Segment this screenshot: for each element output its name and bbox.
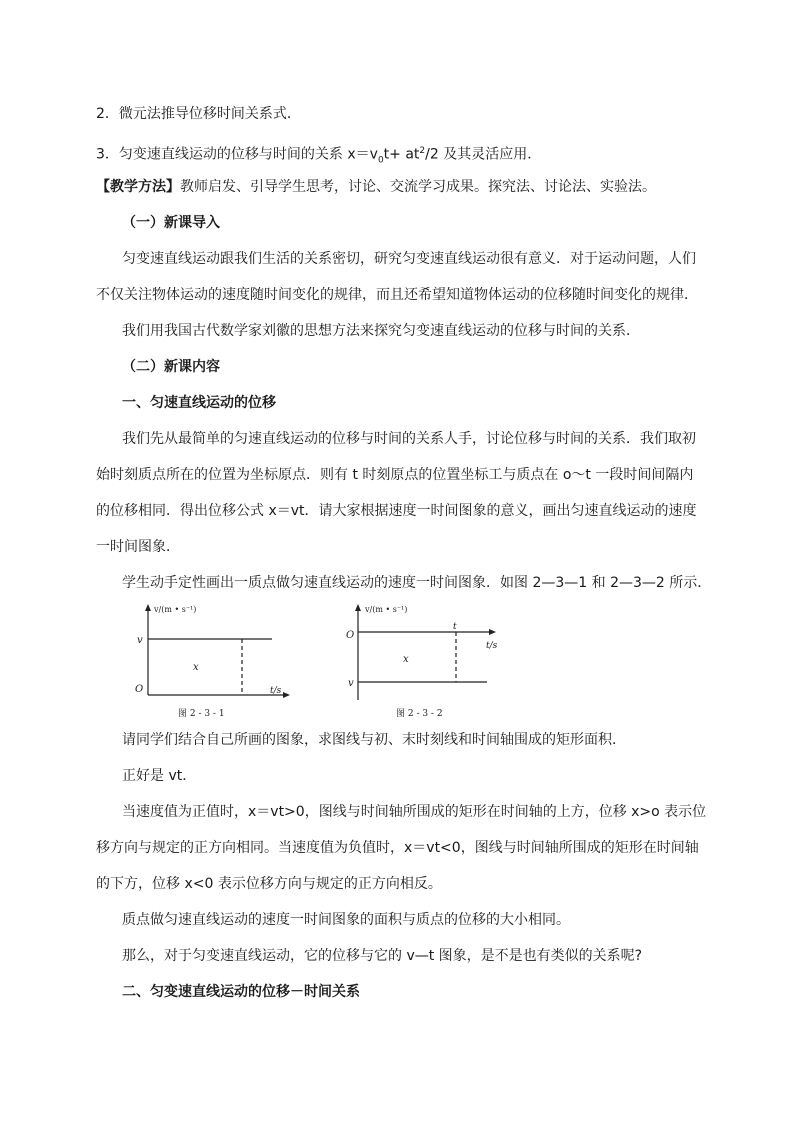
paragraph-1-line-2: 不仅关注物体运动的速度随时间变化的规律，而且还希望知道物体运动的位移随时间变化的规律． bbox=[96, 287, 698, 303]
subsection-title-2: 二、匀变速直线运动的位移－时间关系 bbox=[122, 984, 360, 1000]
list-item-3-sup: 2 bbox=[419, 146, 426, 156]
list-item-3-pre: 3．匀变速直线运动的位移与时间的关系 x＝v bbox=[96, 146, 378, 163]
list-item-3-sub: 0 bbox=[377, 155, 384, 166]
teaching-method bbox=[96, 177, 656, 197]
subsection-title-1: 一、匀速直线运动的位移 bbox=[122, 395, 276, 411]
paragraph-6: 正好是 vt． bbox=[122, 768, 197, 784]
paragraph-8: 质点做匀速直线运动的速度一时间图象的面积与质点的位移的大小相同。 bbox=[122, 912, 570, 928]
fig2-y-arrow-icon bbox=[355, 604, 361, 611]
paragraph-7-line-3: 的下方，位移 x<0 表示位移方向与规定的正方向相反。 bbox=[96, 876, 442, 892]
list-item-3-mid: t+ at bbox=[383, 146, 420, 163]
fig1-v-label: v bbox=[137, 635, 143, 646]
paragraph-9: 那么，对于匀变速直线运动，它的位移与它的 v—t 图象，是不是也有类似的关系呢? bbox=[122, 948, 643, 964]
fig1-y-arrow-icon bbox=[145, 604, 151, 611]
section-title-intro: （一）新课导入 bbox=[122, 215, 220, 231]
fig2-area-label: x bbox=[403, 654, 409, 665]
fig2-y-axis-label: v/(m • s⁻¹) bbox=[365, 605, 408, 614]
fig1-x-axis-label: t/s bbox=[270, 686, 282, 696]
paragraph-2: 我们用我国古代数学家刘徽的思想方法来探究匀变速直线运动的位移与时间的关系． bbox=[122, 323, 640, 339]
fig2-caption: 图 2 - 3 - 2 bbox=[396, 709, 443, 719]
paragraph-3-line-1: 我们先从最简单的匀速直线运动的位移与时间的关系人手，讨论位移与时间的关系．我们取初 bbox=[122, 431, 696, 447]
paragraph-3-line-4: 一时间图象． bbox=[96, 539, 180, 555]
paragraph-4: 学生动手定性画出一质点做匀速直线运动的速度一时间图象．如图 2—3—1 和 2—3—2 所示． bbox=[122, 575, 712, 591]
paragraph-7-line-1: 当速度值为正值时，x＝vt>0，图线与时间轴所围成的矩形在时间轴的上方，位移 x>o 表示位 bbox=[122, 804, 707, 820]
fig2-origin-label: O bbox=[346, 630, 355, 641]
fig1-y-axis-label: v/(m • s⁻¹) bbox=[154, 605, 197, 614]
fig1-caption: 图 2 - 3 - 1 bbox=[178, 709, 225, 719]
paragraph-3-line-2: 始时刻质点所在的位置为坐标原点．则有 t 时刻原点的位置坐标工与质点在 o～t 一段时间间隔内 bbox=[96, 467, 694, 483]
list-item-3 bbox=[96, 141, 541, 170]
fig2-v-label: v bbox=[348, 678, 354, 689]
fig2-x-axis-label: t/s bbox=[486, 641, 498, 651]
paragraph-7-line-2: 移方向与规定的正方向相同。当速度值为负值时，x＝vt<0，图线与时间轴所围成的矩形在时间轴 bbox=[96, 840, 699, 856]
figure-2-3-2 bbox=[340, 600, 520, 720]
fig2-x-arrow-icon bbox=[489, 629, 496, 635]
section-title-content: （二）新课内容 bbox=[122, 359, 220, 375]
paragraph-1-line-1: 匀变速直线运动跟我们生活的关系密切，研究匀变速直线运动很有意义．对于运动问题，人们 bbox=[122, 251, 696, 267]
fig2-t-label: t bbox=[453, 622, 457, 632]
teaching-method-text: 教师启发、引导学生思考，讨论、交流学习成果。探究法、讨论法、实验法。 bbox=[180, 179, 656, 195]
list-item-2: 2．微元法推导位移时间关系式． bbox=[96, 106, 301, 122]
fig1-x-arrow-icon bbox=[283, 692, 290, 698]
list-item-3-post: /2 及其灵活应用． bbox=[425, 146, 542, 163]
figure-2-3-1 bbox=[120, 600, 300, 720]
teaching-method-label: 【教学方法】 bbox=[96, 179, 180, 195]
fig1-origin-label: O bbox=[135, 684, 144, 695]
paragraph-3-line-3: 的位移相同．得出位移公式 x＝vt．请大家根据速度一时间图象的意义，画出匀速直线运动的速度 bbox=[96, 503, 697, 519]
fig1-area-label: x bbox=[193, 662, 199, 673]
paragraph-5: 请同学们结合自己所画的图象，求图线与初、末时刻线和时间轴围成的矩形面积． bbox=[122, 732, 626, 748]
